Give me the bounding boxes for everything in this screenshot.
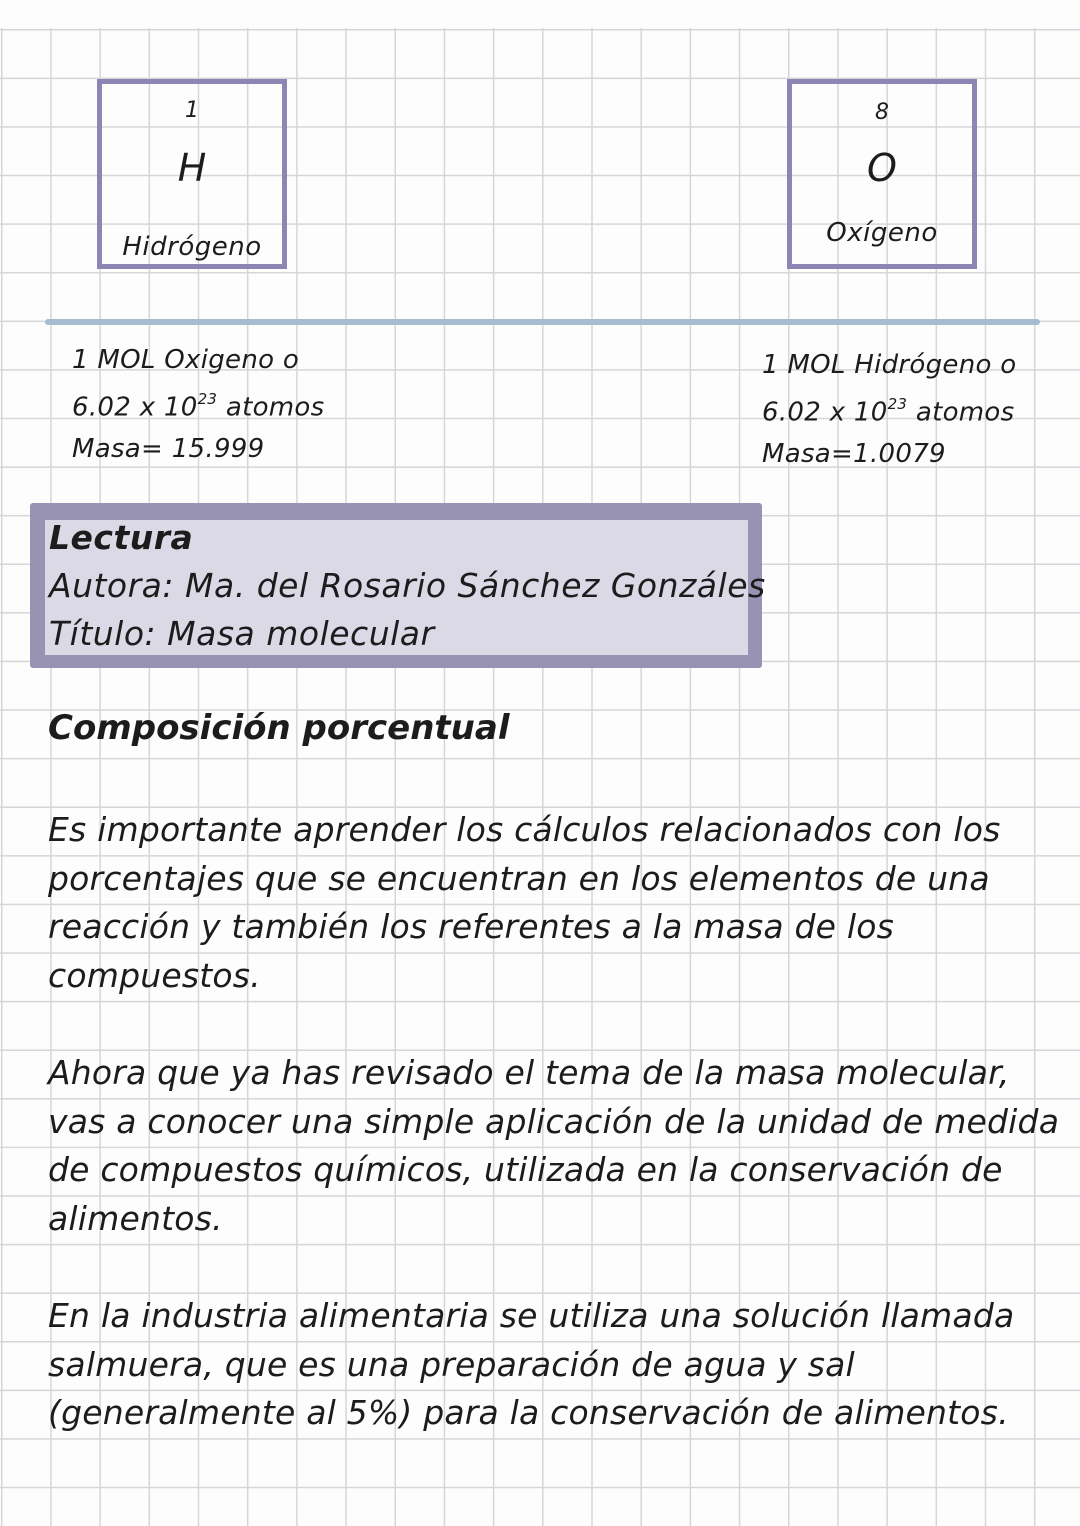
element-name: Oxígeno	[826, 218, 938, 248]
note-line: Masa=1.0079	[762, 438, 946, 469]
paragraph-line: vas a conocer una simple aplicación de la unidad de medida	[48, 1101, 1060, 1141]
note-line: 1 MOL Hidrógeno o	[762, 350, 1017, 380]
paragraph-line: salmuera, que es una preparación de agua y sal	[48, 1344, 855, 1384]
element-symbol: O	[867, 146, 897, 190]
paragraph-line: En la industria alimentaria se utiliza una solución llamada	[48, 1296, 1015, 1335]
paragraph-line: porcentajes que se encuentran en los elementos de una	[48, 858, 990, 898]
note-line: Masa= 15.999	[72, 433, 265, 464]
section-heading: Composición porcentual	[48, 708, 510, 748]
note-text: 6.02 x 10	[72, 392, 198, 423]
paragraph-1	[48, 806, 1058, 1000]
paragraph-line: (generalmente al 5%) para la conservación de alimentos.	[48, 1393, 1009, 1433]
note-line	[72, 381, 324, 429]
exponent: 23	[197, 390, 218, 408]
paragraph-line: alimentos.	[48, 1198, 223, 1238]
paragraph-line: compuestos.	[48, 955, 261, 995]
atomic-number: 1	[185, 98, 199, 123]
paragraph-line: Es importante aprender los cálculos relacionados con los	[48, 810, 1001, 849]
exponent: 23	[887, 395, 908, 413]
note-line: 1 MOL Oxigeno o	[72, 345, 300, 375]
paragraph-2	[48, 1049, 1058, 1243]
paragraph-3	[48, 1292, 1058, 1438]
element-card-oxygen	[787, 79, 977, 269]
paragraph-line: Ahora que ya has revisado el tema de la masa molecular,	[48, 1053, 1010, 1092]
note-oxygen-mol	[72, 340, 324, 470]
paragraph-line: de compuestos químicos, utilizada en la conservación de	[48, 1150, 1003, 1190]
section-divider	[45, 319, 1040, 325]
paragraph-line: reacción y también los referentes a la masa de los	[48, 907, 894, 947]
note-text: atomos	[907, 397, 1015, 428]
reading-title: Lectura	[49, 518, 194, 557]
note-text: 6.02 x 10	[762, 397, 888, 428]
page-top-margin	[0, 0, 1080, 28]
note-line	[762, 386, 1017, 434]
element-symbol: H	[177, 146, 207, 190]
reading-author: Autora: Ma. del Rosario Sánchez Gonzáles	[49, 566, 766, 605]
note-hydrogen-mol	[762, 345, 1017, 475]
note-text: atomos	[217, 392, 325, 423]
element-card-hydrogen	[97, 79, 287, 269]
reading-subject: Título: Masa molecular	[49, 614, 435, 653]
element-name: Hidrógeno	[122, 232, 262, 262]
atomic-number: 8	[875, 100, 889, 125]
